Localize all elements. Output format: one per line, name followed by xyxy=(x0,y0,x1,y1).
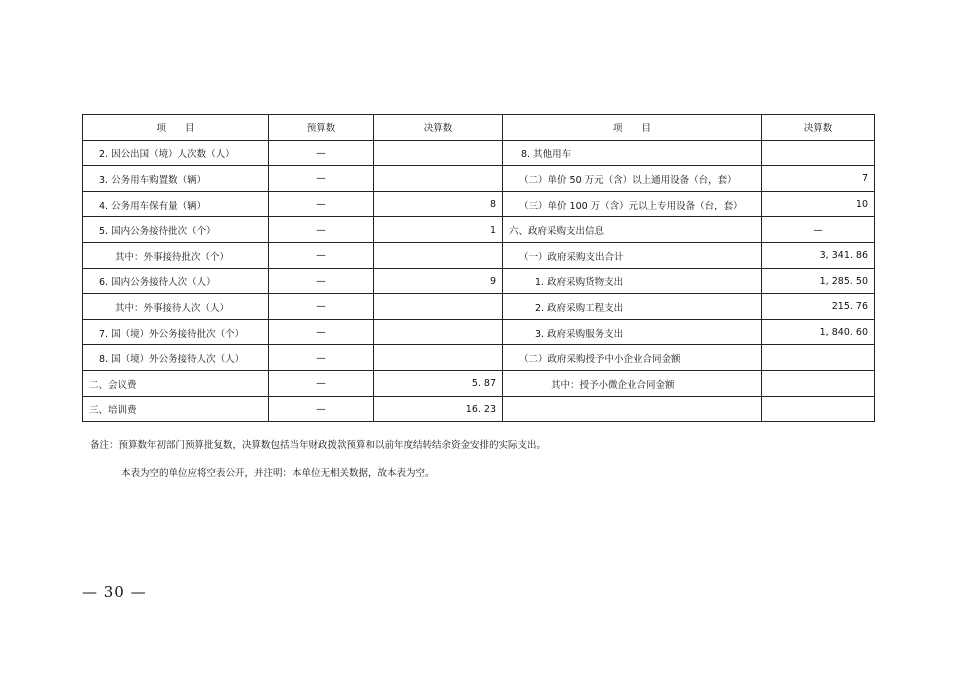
left-budget-value: — xyxy=(269,319,374,345)
left-item-label: 3. 公务用车购置数（辆） xyxy=(83,166,269,192)
right-item-label: 1. 政府采购货物支出 xyxy=(503,268,762,294)
left-budget-value: — xyxy=(269,242,374,268)
right-final-value: 1, 285. 50 xyxy=(762,268,875,294)
table-row xyxy=(83,191,875,217)
table-row xyxy=(83,268,875,294)
header-item-right: 项 目 xyxy=(503,115,762,141)
right-item-label: （二）单价 50 万元（含）以上通用设备（台，套） xyxy=(503,166,762,192)
budget-table xyxy=(82,114,875,422)
left-item-label: 2. 因公出国（境）人次数（人） xyxy=(83,140,269,166)
right-item-label xyxy=(503,396,762,422)
table-row xyxy=(83,242,875,268)
right-item-label: （一）政府采购支出合计 xyxy=(503,242,762,268)
right-final-value: 1, 840. 60 xyxy=(762,319,875,345)
left-final-value xyxy=(374,140,503,166)
right-final-value: — xyxy=(762,217,875,243)
right-final-value xyxy=(762,345,875,371)
table-header-row xyxy=(83,115,875,141)
table-row xyxy=(83,345,875,371)
left-final-value xyxy=(374,166,503,192)
table-row xyxy=(83,396,875,422)
left-budget-value: — xyxy=(269,191,374,217)
page-number: — 30 — xyxy=(82,583,147,601)
left-item-label: 5. 国内公务接待批次（个） xyxy=(83,217,269,243)
right-final-value: 215. 76 xyxy=(762,294,875,320)
left-final-value: 5. 87 xyxy=(374,370,503,396)
right-item-label: （三）单价 100 万（含）元以上专用设备（台，套） xyxy=(503,191,762,217)
table-row xyxy=(83,370,875,396)
left-final-value: 8 xyxy=(374,191,503,217)
left-item-label: 其中：外事接待批次（个） xyxy=(83,242,269,268)
right-final-value xyxy=(762,370,875,396)
left-item-label: 7. 国（境）外公务接待批次（个） xyxy=(83,319,269,345)
left-final-value xyxy=(374,345,503,371)
budget-table-container xyxy=(82,114,874,422)
left-budget-value: — xyxy=(269,370,374,396)
left-budget-value: — xyxy=(269,217,374,243)
left-final-value xyxy=(374,319,503,345)
left-item-label: 三、培训费 xyxy=(83,396,269,422)
left-item-label: 二、会议费 xyxy=(83,370,269,396)
right-item-label: 2. 政府采购工程支出 xyxy=(503,294,762,320)
left-item-label: 4. 公务用车保有量（辆） xyxy=(83,191,269,217)
right-final-value: 7 xyxy=(762,166,875,192)
left-final-value: 16. 23 xyxy=(374,396,503,422)
left-budget-value: — xyxy=(269,268,374,294)
right-final-value: 10 xyxy=(762,191,875,217)
table-row xyxy=(83,294,875,320)
left-final-value: 9 xyxy=(374,268,503,294)
table-note: 备注：预算数年初部门预算批复数，决算数包括当年财政拨款预算和以前年度结转结余资金安排的实际支出。 xyxy=(90,440,547,451)
right-item-label: 3. 政府采购服务支出 xyxy=(503,319,762,345)
table-row xyxy=(83,319,875,345)
left-budget-value: — xyxy=(269,345,374,371)
right-item-label: 其中：授予小微企业合同金额 xyxy=(503,370,762,396)
left-budget-value: — xyxy=(269,294,374,320)
left-item-label: 6. 国内公务接待人次（人） xyxy=(83,268,269,294)
right-final-value: 3, 341. 86 xyxy=(762,242,875,268)
left-final-value xyxy=(374,242,503,268)
header-final-right: 决算数 xyxy=(762,115,875,141)
left-final-value xyxy=(374,294,503,320)
table-note-empty: 本表为空的单位应将空表公开，并注明：本单位无相关数据，故本表为空。 xyxy=(121,468,435,479)
left-budget-value: — xyxy=(269,140,374,166)
table-row xyxy=(83,140,875,166)
header-budget: 预算数 xyxy=(269,115,374,141)
left-budget-value: — xyxy=(269,396,374,422)
left-item-label: 8. 国（境）外公务接待人次（人） xyxy=(83,345,269,371)
left-item-label: 其中：外事接待人次（人） xyxy=(83,294,269,320)
right-item-label: （二）政府采购授予中小企业合同金额 xyxy=(503,345,762,371)
right-item-label: 8. 其他用车 xyxy=(503,140,762,166)
header-final-left: 决算数 xyxy=(374,115,503,141)
left-final-value: 1 xyxy=(374,217,503,243)
right-final-value xyxy=(762,396,875,422)
right-final-value xyxy=(762,140,875,166)
header-item-left: 项 目 xyxy=(83,115,269,141)
table-row xyxy=(83,166,875,192)
table-row xyxy=(83,217,875,243)
right-item-label: 六、政府采购支出信息 xyxy=(503,217,762,243)
left-budget-value: — xyxy=(269,166,374,192)
